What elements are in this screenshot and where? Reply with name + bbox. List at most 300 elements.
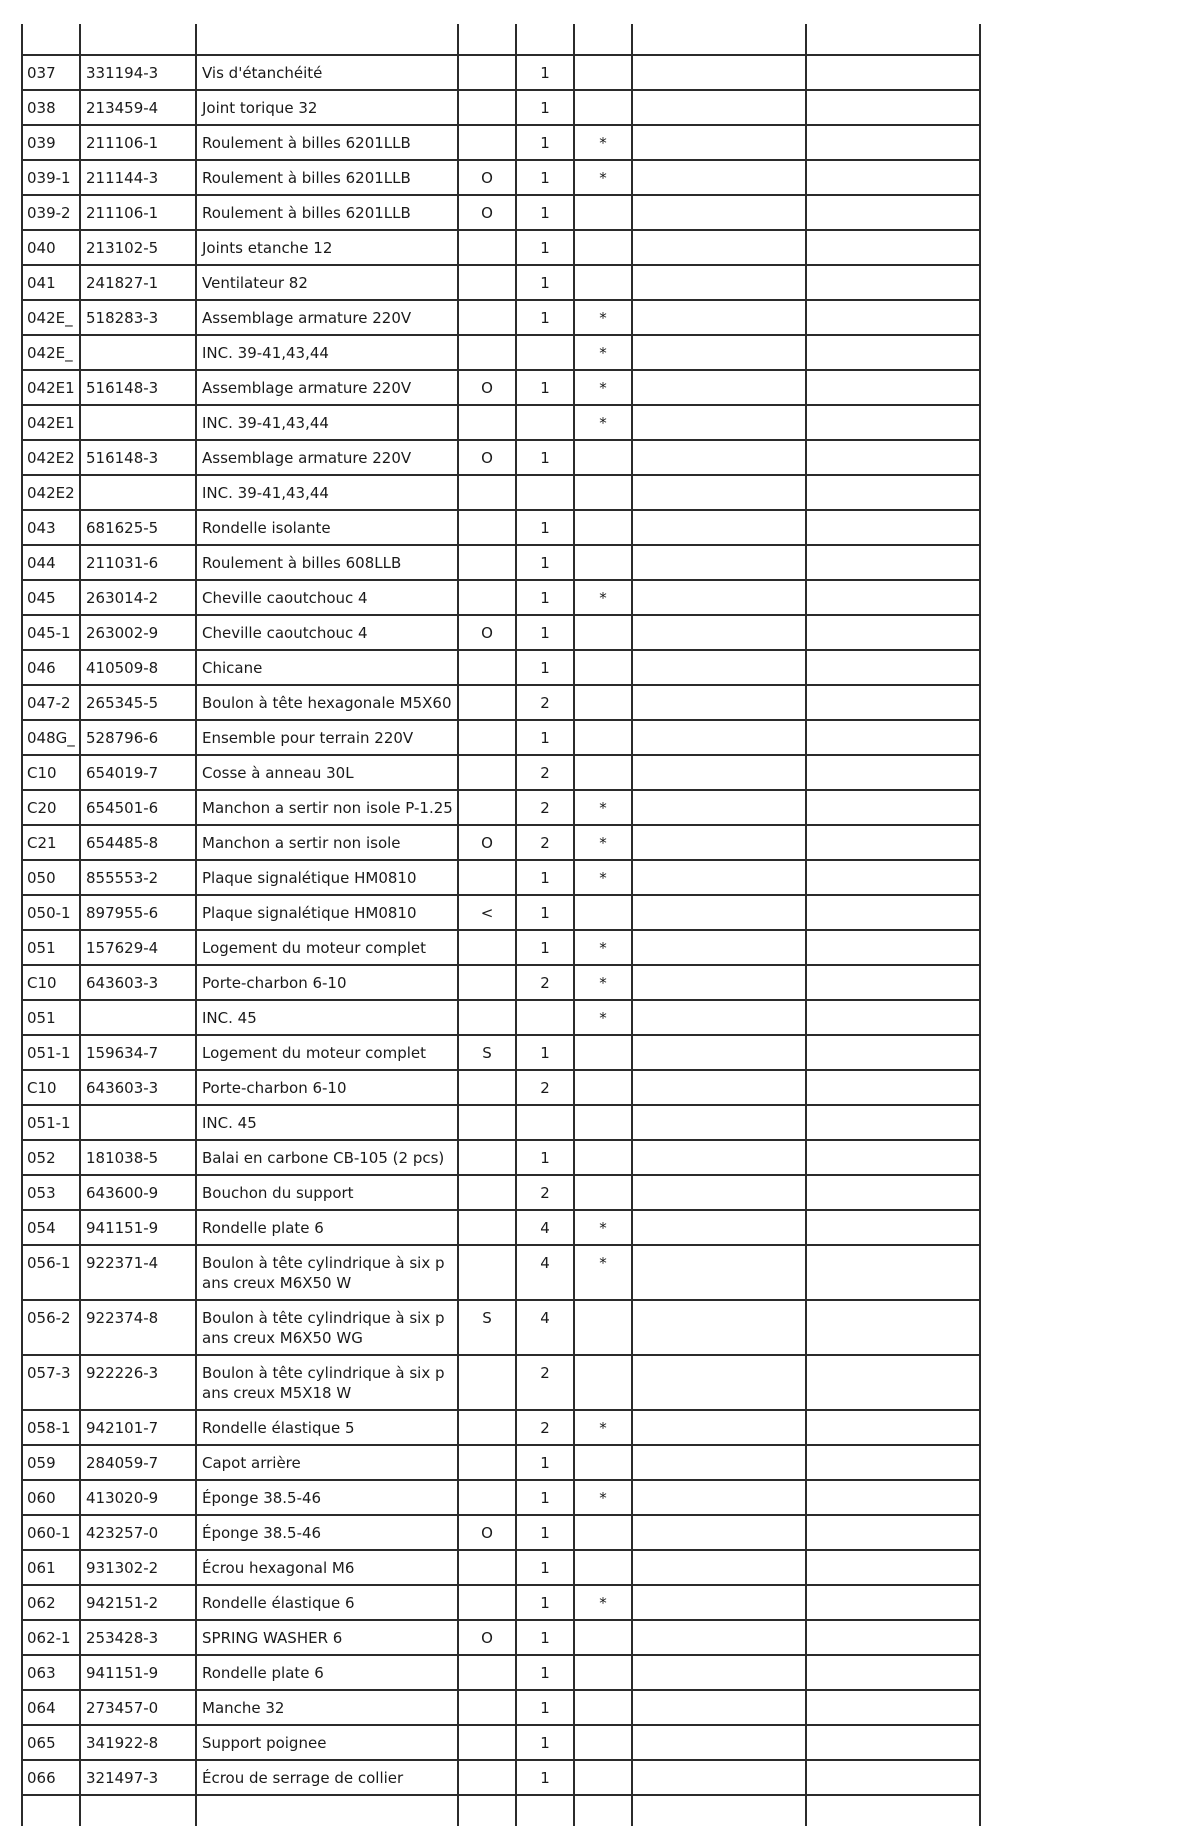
part-number-cell: 159634-7: [80, 1035, 196, 1070]
part-number-cell: 654019-7: [80, 755, 196, 790]
empty-cell: [632, 1300, 806, 1355]
table-row: [22, 650, 980, 685]
note-cell: [458, 650, 516, 685]
item-number-cell: 051: [22, 1000, 80, 1035]
quantity-cell: 2: [516, 755, 574, 790]
empty-cell: [632, 300, 806, 335]
empty-cell: [806, 1355, 980, 1410]
table-bottom-stub: [22, 1795, 980, 1826]
mark-cell: [574, 1620, 632, 1655]
table-top-stub: [22, 24, 980, 55]
description-cell: Éponge 38.5-46: [196, 1480, 458, 1515]
mark-cell: *: [574, 1210, 632, 1245]
description-cell: Vis d'étanchéité: [196, 55, 458, 90]
quantity-cell: 1: [516, 650, 574, 685]
empty-cell: [632, 650, 806, 685]
part-number-cell: [80, 1000, 196, 1035]
part-number-cell: 265345-5: [80, 685, 196, 720]
item-number-cell: 042E1: [22, 370, 80, 405]
item-number-cell: 064: [22, 1690, 80, 1725]
quantity-cell: 1: [516, 265, 574, 300]
mark-cell: *: [574, 790, 632, 825]
quantity-cell: [516, 475, 574, 510]
empty-cell: [632, 580, 806, 615]
description-cell: Support poignee: [196, 1725, 458, 1760]
quantity-cell: 2: [516, 1410, 574, 1445]
table-row: [22, 1655, 980, 1690]
empty-cell: [806, 1725, 980, 1760]
empty-cell: [806, 1445, 980, 1480]
empty-cell: [632, 1585, 806, 1620]
empty-cell: [632, 1175, 806, 1210]
description-cell: Manchon a sertir non isole: [196, 825, 458, 860]
item-number-cell: 051: [22, 930, 80, 965]
quantity-cell: 1: [516, 125, 574, 160]
table-row: [22, 1620, 980, 1655]
empty-cell: [632, 1445, 806, 1480]
empty-cell: [632, 405, 806, 440]
table-row: [22, 1300, 980, 1355]
description-cell: Boulon à tête cylindrique à six pans creux M5X18 W: [196, 1355, 458, 1410]
table-row: [22, 720, 980, 755]
part-number-cell: 157629-4: [80, 930, 196, 965]
mark-cell: [574, 475, 632, 510]
note-cell: [458, 1140, 516, 1175]
item-number-cell: 063: [22, 1655, 80, 1690]
table-row: [22, 1000, 980, 1035]
note-cell: [458, 90, 516, 125]
part-number-cell: 518283-3: [80, 300, 196, 335]
item-number-cell: 051-1: [22, 1035, 80, 1070]
part-number-cell: 263014-2: [80, 580, 196, 615]
empty-cell: [632, 755, 806, 790]
empty-cell: [806, 1140, 980, 1175]
empty-cell: [806, 825, 980, 860]
table-row: [22, 755, 980, 790]
part-number-cell: [80, 475, 196, 510]
item-number-cell: 065: [22, 1725, 80, 1760]
empty-cell: [632, 125, 806, 160]
quantity-cell: 1: [516, 55, 574, 90]
item-number-cell: C10: [22, 965, 80, 1000]
table-row: [22, 1585, 980, 1620]
description-cell: Chicane: [196, 650, 458, 685]
empty-cell: [632, 1105, 806, 1140]
item-number-cell: 066: [22, 1760, 80, 1795]
description-cell: Assemblage armature 220V: [196, 370, 458, 405]
empty-cell: [632, 1210, 806, 1245]
description-cell: Assemblage armature 220V: [196, 300, 458, 335]
empty-cell: [632, 860, 806, 895]
item-number-cell: 042E_: [22, 335, 80, 370]
note-cell: [458, 125, 516, 160]
item-number-cell: 041: [22, 265, 80, 300]
quantity-cell: 1: [516, 1140, 574, 1175]
description-cell: Logement du moteur complet: [196, 1035, 458, 1070]
item-number-cell: 042E_: [22, 300, 80, 335]
mark-cell: *: [574, 335, 632, 370]
empty-cell: [632, 1760, 806, 1795]
table-row: [22, 895, 980, 930]
empty-cell: [806, 1410, 980, 1445]
empty-cell: [632, 1035, 806, 1070]
quantity-cell: 2: [516, 1175, 574, 1210]
mark-cell: *: [574, 160, 632, 195]
mark-cell: [574, 1515, 632, 1550]
description-cell: Capot arrière: [196, 1445, 458, 1480]
mark-cell: [574, 440, 632, 475]
quantity-cell: [516, 1000, 574, 1035]
table-row: [22, 1550, 980, 1585]
description-cell: Cosse à anneau 30L: [196, 755, 458, 790]
empty-cell: [632, 1620, 806, 1655]
empty-cell: [632, 965, 806, 1000]
description-cell: Ventilateur 82: [196, 265, 458, 300]
quantity-cell: 1: [516, 440, 574, 475]
quantity-cell: 1: [516, 1515, 574, 1550]
empty-cell: [806, 755, 980, 790]
description-cell: Boulon à tête cylindrique à six pans creux M6X50 WG: [196, 1300, 458, 1355]
empty-cell: [632, 265, 806, 300]
note-cell: [458, 755, 516, 790]
note-cell: [458, 1175, 516, 1210]
description-cell: Cheville caoutchouc 4: [196, 580, 458, 615]
quantity-cell: 1: [516, 860, 574, 895]
table-row: [22, 125, 980, 160]
empty-cell: [806, 860, 980, 895]
empty-cell: [806, 55, 980, 90]
note-cell: O: [458, 440, 516, 475]
empty-cell: [632, 1550, 806, 1585]
table-row: [22, 1480, 980, 1515]
part-number-cell: [80, 1105, 196, 1140]
empty-cell: [632, 545, 806, 580]
mark-cell: [574, 1140, 632, 1175]
mark-cell: *: [574, 580, 632, 615]
note-cell: [458, 405, 516, 440]
part-number-cell: 855553-2: [80, 860, 196, 895]
empty-cell: [632, 1245, 806, 1300]
table-row: [22, 1760, 980, 1795]
note-cell: [458, 300, 516, 335]
quantity-cell: 1: [516, 1480, 574, 1515]
description-cell: Écrou de serrage de collier: [196, 1760, 458, 1795]
table-row: [22, 1105, 980, 1140]
table-row: [22, 265, 980, 300]
table-row: [22, 510, 980, 545]
mark-cell: [574, 1105, 632, 1140]
parts-table-body: [22, 24, 980, 1826]
description-cell: Bouchon du support: [196, 1175, 458, 1210]
empty-cell: [806, 895, 980, 930]
table-row: [22, 1140, 980, 1175]
empty-cell: [806, 1210, 980, 1245]
item-number-cell: 039: [22, 125, 80, 160]
item-number-cell: 038: [22, 90, 80, 125]
note-cell: [458, 265, 516, 300]
table-row: [22, 160, 980, 195]
mark-cell: [574, 1300, 632, 1355]
description-cell: Roulement à billes 608LLB: [196, 545, 458, 580]
table-row: [22, 1245, 980, 1300]
table-row: [22, 475, 980, 510]
item-number-cell: 042E1: [22, 405, 80, 440]
table-row: [22, 615, 980, 650]
mark-cell: [574, 1550, 632, 1585]
part-number-cell: 211106-1: [80, 195, 196, 230]
part-number-cell: 241827-1: [80, 265, 196, 300]
description-cell: INC. 39-41,43,44: [196, 335, 458, 370]
mark-cell: *: [574, 965, 632, 1000]
item-number-cell: 039-1: [22, 160, 80, 195]
empty-cell: [632, 1140, 806, 1175]
quantity-cell: 1: [516, 160, 574, 195]
quantity-cell: 1: [516, 370, 574, 405]
empty-cell: [806, 510, 980, 545]
mark-cell: [574, 545, 632, 580]
quantity-cell: [516, 335, 574, 370]
quantity-cell: 4: [516, 1300, 574, 1355]
table-row: [22, 1355, 980, 1410]
item-number-cell: 061: [22, 1550, 80, 1585]
empty-cell: [632, 1355, 806, 1410]
item-number-cell: 042E2: [22, 440, 80, 475]
note-cell: O: [458, 195, 516, 230]
description-cell: Cheville caoutchouc 4: [196, 615, 458, 650]
part-number-cell: 273457-0: [80, 1690, 196, 1725]
empty-cell: [632, 825, 806, 860]
quantity-cell: 1: [516, 1655, 574, 1690]
empty-cell: [632, 195, 806, 230]
part-number-cell: 897955-6: [80, 895, 196, 930]
note-cell: [458, 720, 516, 755]
mark-cell: [574, 1760, 632, 1795]
part-number-cell: 643603-3: [80, 965, 196, 1000]
empty-cell: [632, 370, 806, 405]
item-number-cell: 057-3: [22, 1355, 80, 1410]
item-number-cell: 059: [22, 1445, 80, 1480]
empty-cell: [806, 545, 980, 580]
mark-cell: *: [574, 825, 632, 860]
empty-cell: [806, 1655, 980, 1690]
part-number-cell: 410509-8: [80, 650, 196, 685]
part-number-cell: 413020-9: [80, 1480, 196, 1515]
note-cell: [458, 545, 516, 580]
empty-cell: [632, 475, 806, 510]
table-row: [22, 790, 980, 825]
item-number-cell: 040: [22, 230, 80, 265]
quantity-cell: 2: [516, 1355, 574, 1410]
quantity-cell: 1: [516, 615, 574, 650]
description-cell: Logement du moteur complet: [196, 930, 458, 965]
note-cell: [458, 930, 516, 965]
description-cell: SPRING WASHER 6: [196, 1620, 458, 1655]
quantity-cell: 1: [516, 230, 574, 265]
item-number-cell: 039-2: [22, 195, 80, 230]
empty-cell: [632, 685, 806, 720]
mark-cell: [574, 90, 632, 125]
mark-cell: [574, 720, 632, 755]
table-row: [22, 1515, 980, 1550]
quantity-cell: 2: [516, 1070, 574, 1105]
mark-cell: *: [574, 860, 632, 895]
quantity-cell: 1: [516, 195, 574, 230]
table-row: [22, 90, 980, 125]
item-number-cell: 062: [22, 1585, 80, 1620]
mark-cell: [574, 895, 632, 930]
item-number-cell: 060: [22, 1480, 80, 1515]
mark-cell: [574, 55, 632, 90]
description-cell: Plaque signalétique HM0810: [196, 895, 458, 930]
description-cell: Écrou hexagonal M6: [196, 1550, 458, 1585]
note-cell: O: [458, 615, 516, 650]
part-number-cell: 942101-7: [80, 1410, 196, 1445]
empty-cell: [632, 55, 806, 90]
quantity-cell: 1: [516, 720, 574, 755]
table-row: [22, 580, 980, 615]
table-row: [22, 545, 980, 580]
note-cell: O: [458, 370, 516, 405]
empty-cell: [806, 475, 980, 510]
empty-cell: [806, 685, 980, 720]
note-cell: [458, 1655, 516, 1690]
mark-cell: [574, 755, 632, 790]
empty-cell: [806, 90, 980, 125]
empty-cell: [632, 160, 806, 195]
table-row: [22, 370, 980, 405]
empty-cell: [632, 720, 806, 755]
mark-cell: [574, 685, 632, 720]
item-number-cell: 050: [22, 860, 80, 895]
part-number-cell: 654501-6: [80, 790, 196, 825]
mark-cell: [574, 230, 632, 265]
quantity-cell: 2: [516, 790, 574, 825]
item-number-cell: 044: [22, 545, 80, 580]
part-number-cell: 181038-5: [80, 1140, 196, 1175]
item-number-cell: C21: [22, 825, 80, 860]
part-number-cell: 654485-8: [80, 825, 196, 860]
quantity-cell: 1: [516, 1760, 574, 1795]
note-cell: O: [458, 1620, 516, 1655]
part-number-cell: 321497-3: [80, 1760, 196, 1795]
item-number-cell: 045-1: [22, 615, 80, 650]
note-cell: [458, 1105, 516, 1140]
part-number-cell: 211031-6: [80, 545, 196, 580]
table-row: [22, 685, 980, 720]
note-cell: [458, 790, 516, 825]
table-row: [22, 55, 980, 90]
quantity-cell: [516, 1105, 574, 1140]
empty-cell: [806, 370, 980, 405]
mark-cell: [574, 510, 632, 545]
mark-cell: [574, 1175, 632, 1210]
quantity-cell: 1: [516, 1445, 574, 1480]
description-cell: Joint torique 32: [196, 90, 458, 125]
empty-cell: [632, 1725, 806, 1760]
part-number-cell: 341922-8: [80, 1725, 196, 1760]
quantity-cell: 2: [516, 685, 574, 720]
note-cell: [458, 475, 516, 510]
part-number-cell: 213459-4: [80, 90, 196, 125]
empty-cell: [806, 1245, 980, 1300]
note-cell: <: [458, 895, 516, 930]
empty-cell: [632, 1000, 806, 1035]
empty-cell: [806, 335, 980, 370]
mark-cell: [574, 1355, 632, 1410]
part-number-cell: [80, 335, 196, 370]
description-cell: Manche 32: [196, 1690, 458, 1725]
table-row: [22, 300, 980, 335]
table-row: [22, 230, 980, 265]
quantity-cell: 1: [516, 930, 574, 965]
note-cell: [458, 335, 516, 370]
description-cell: Boulon à tête cylindrique à six pans creux M6X50 W: [196, 1245, 458, 1300]
empty-cell: [806, 615, 980, 650]
description-cell: Rondelle isolante: [196, 510, 458, 545]
empty-cell: [632, 895, 806, 930]
empty-cell: [806, 1105, 980, 1140]
description-cell: Roulement à billes 6201LLB: [196, 125, 458, 160]
empty-cell: [806, 230, 980, 265]
empty-cell: [632, 1410, 806, 1445]
item-number-cell: 047-2: [22, 685, 80, 720]
empty-cell: [806, 1760, 980, 1795]
description-cell: Rondelle plate 6: [196, 1210, 458, 1245]
part-number-cell: 211106-1: [80, 125, 196, 160]
empty-cell: [806, 1000, 980, 1035]
mark-cell: *: [574, 125, 632, 160]
empty-cell: [632, 90, 806, 125]
description-cell: INC. 39-41,43,44: [196, 475, 458, 510]
description-cell: Manchon a sertir non isole P-1.25: [196, 790, 458, 825]
table-row: [22, 1445, 980, 1480]
quantity-cell: 2: [516, 965, 574, 1000]
part-number-cell: 942151-2: [80, 1585, 196, 1620]
table-row: [22, 1690, 980, 1725]
note-cell: S: [458, 1300, 516, 1355]
empty-cell: [806, 1480, 980, 1515]
empty-cell: [632, 1690, 806, 1725]
mark-cell: *: [574, 1245, 632, 1300]
quantity-cell: 1: [516, 1725, 574, 1760]
description-cell: Éponge 38.5-46: [196, 1515, 458, 1550]
empty-cell: [806, 125, 980, 160]
description-cell: Rondelle élastique 5: [196, 1410, 458, 1445]
note-cell: [458, 1480, 516, 1515]
note-cell: [458, 1355, 516, 1410]
empty-cell: [632, 790, 806, 825]
note-cell: [458, 965, 516, 1000]
note-cell: [458, 1210, 516, 1245]
quantity-cell: 1: [516, 1585, 574, 1620]
empty-cell: [632, 1070, 806, 1105]
item-number-cell: 056-2: [22, 1300, 80, 1355]
mark-cell: *: [574, 930, 632, 965]
note-cell: [458, 860, 516, 895]
item-number-cell: 037: [22, 55, 80, 90]
mark-cell: *: [574, 405, 632, 440]
quantity-cell: 1: [516, 1690, 574, 1725]
quantity-cell: 1: [516, 300, 574, 335]
empty-cell: [632, 930, 806, 965]
note-cell: [458, 1445, 516, 1480]
empty-cell: [806, 580, 980, 615]
note-cell: S: [458, 1035, 516, 1070]
table-row: [22, 1070, 980, 1105]
note-cell: [458, 510, 516, 545]
quantity-cell: 1: [516, 580, 574, 615]
quantity-cell: 4: [516, 1245, 574, 1300]
